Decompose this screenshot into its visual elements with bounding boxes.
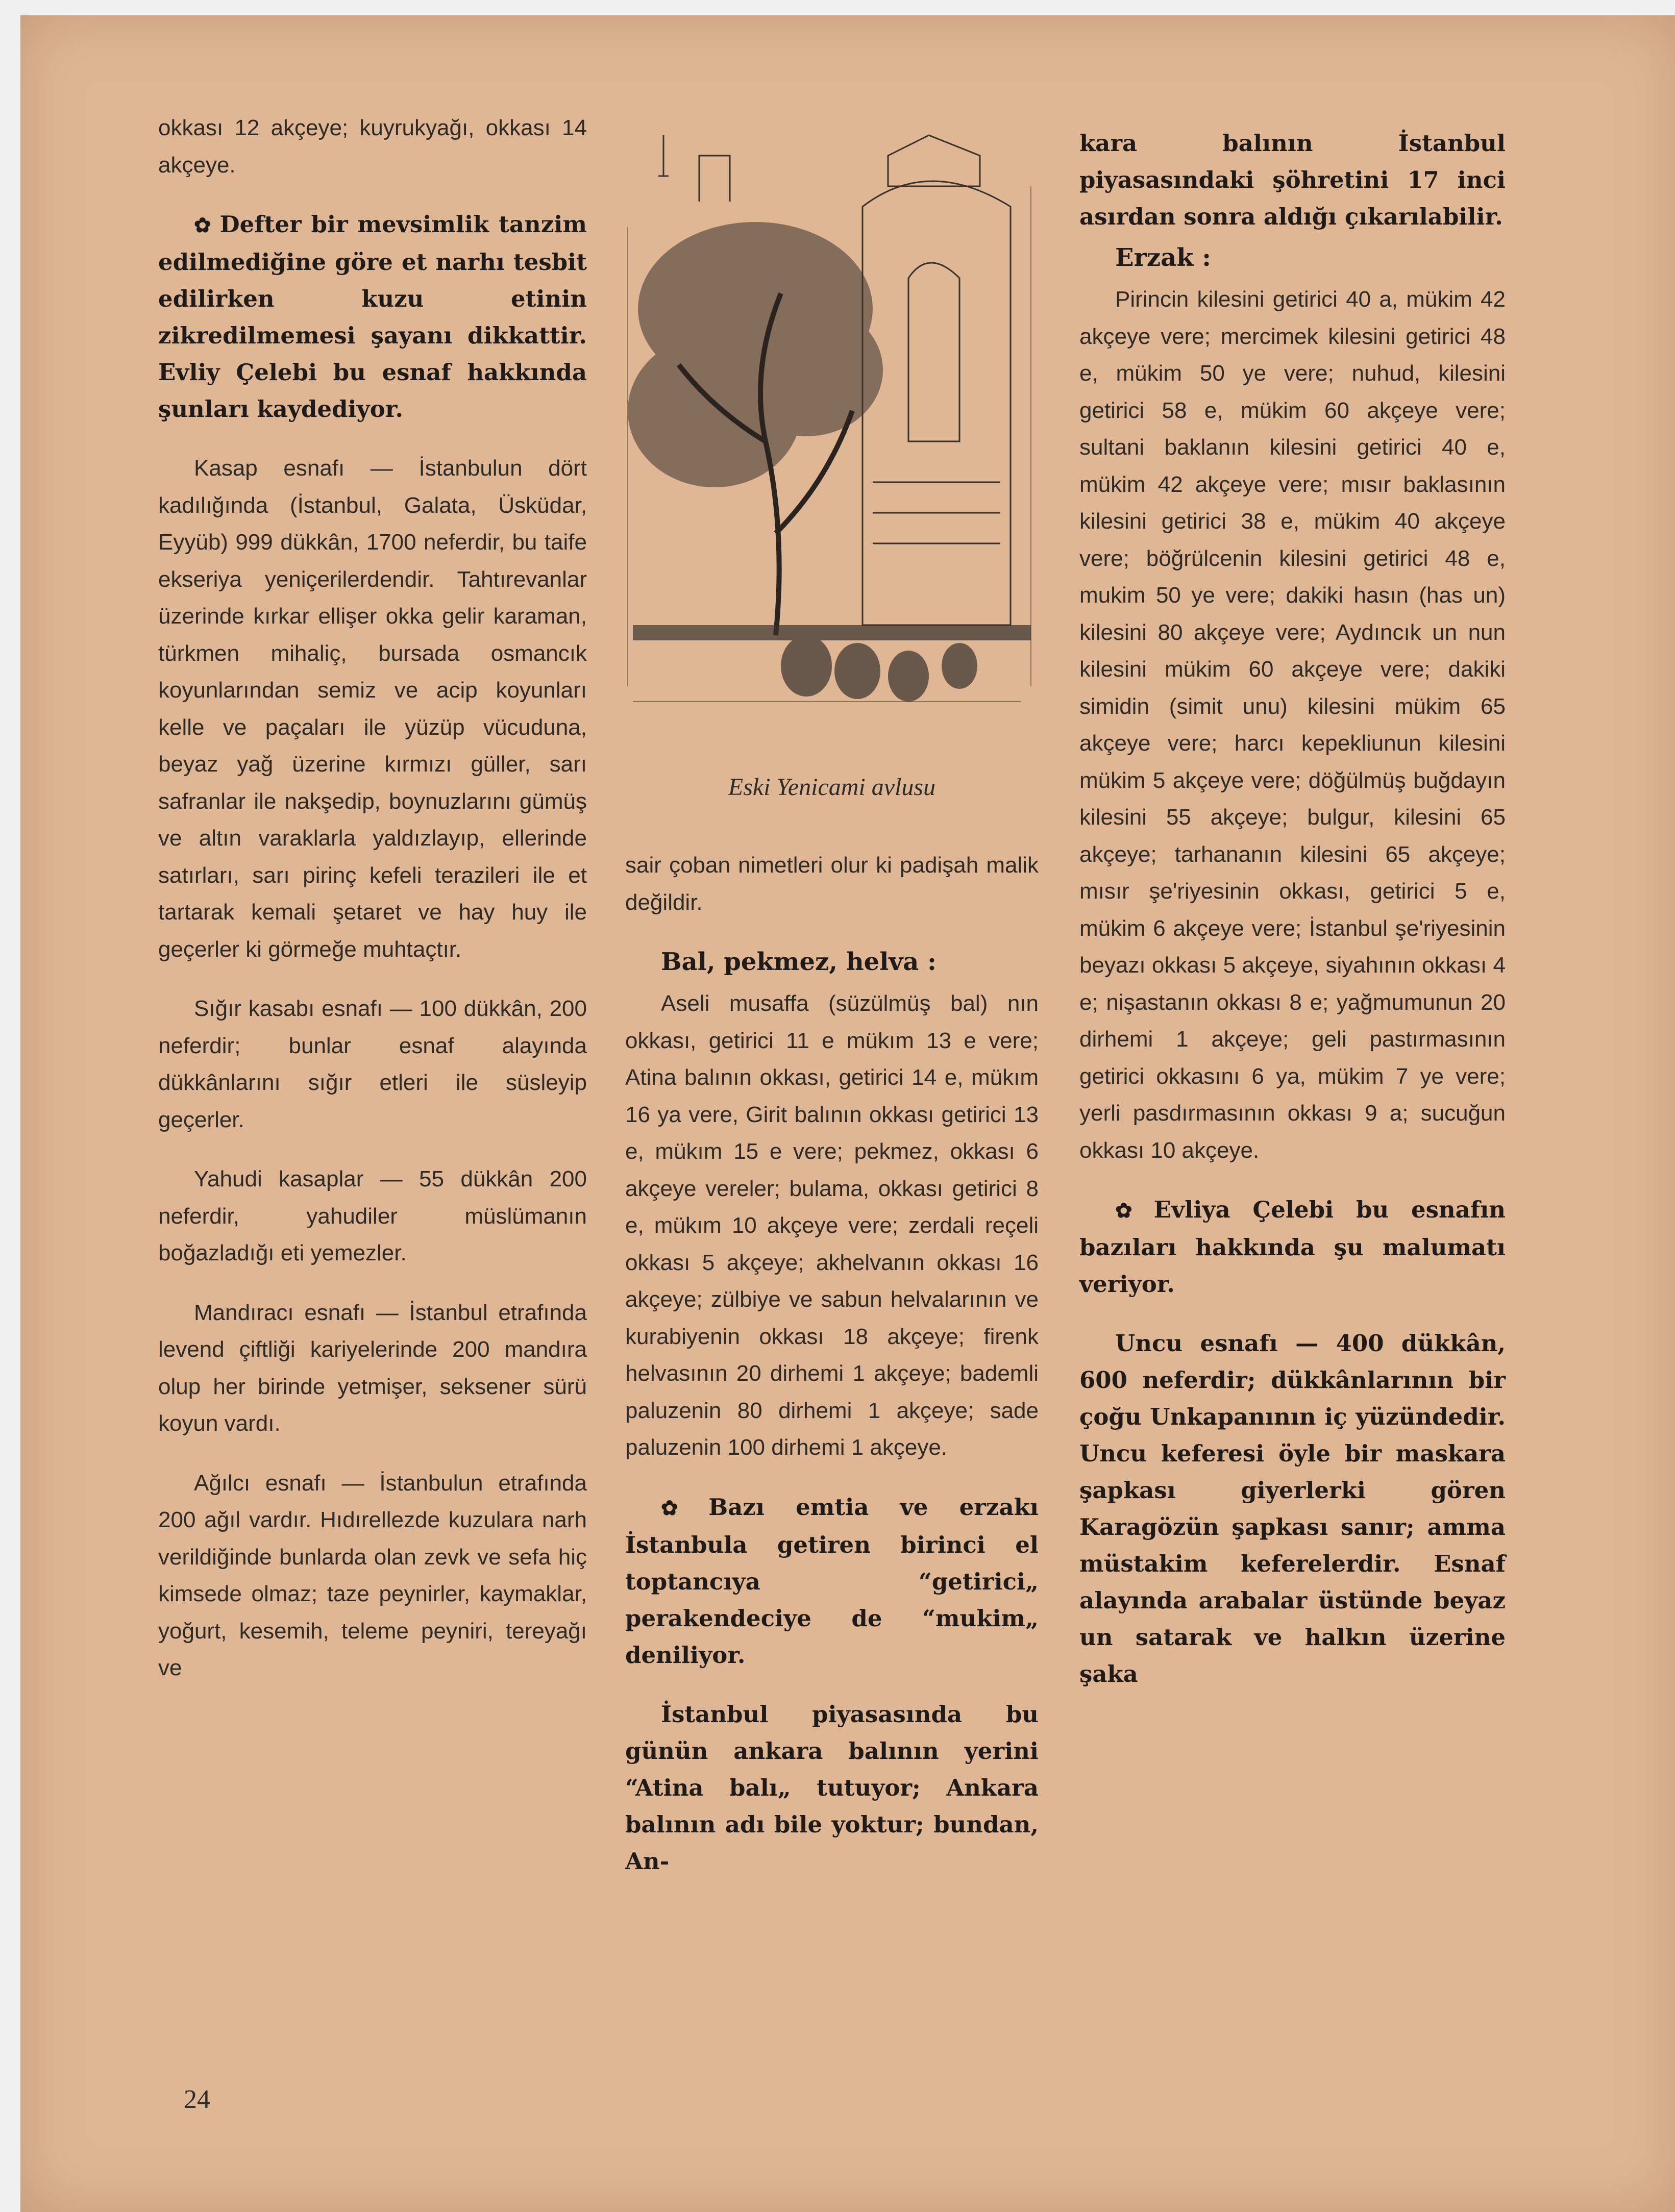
- column-right: [1079, 125, 1506, 1715]
- bold-note: [625, 1489, 1039, 1674]
- flower-bullet-icon: ✿: [661, 1496, 702, 1520]
- bold-note-text: Defter bir mevsimlik tanzim edilmediğine göre et narhı tesbit edilirken kuzu etinin zikredilmemesi şayanı dikkattir. Evliy Çelebi bu esnaf hakkında şunları kaydediyor.: [158, 211, 587, 422]
- courtyard-illustration: [623, 125, 1041, 760]
- bold-note-continued: kara balının İstanbul piyasasındaki şöhretini 17 inci asırdan sonra aldığı çıkarılabilir.: [1079, 130, 1506, 230]
- flower-bullet-icon: ✿: [1115, 1199, 1147, 1223]
- paragraph-yahudi: Yahudi kasaplar — 55 dükkân 200 neferdir, yahudiler müslümanın boğazladığı eti yemezler.: [158, 1166, 587, 1265]
- flower-bullet-icon: ✿: [194, 213, 213, 237]
- bold-note-istanbul: İstanbul piyasasında bu günün ankara balının yerini “Atina balı„ tutuyor; Ankara balının adı bile yoktur; bundan, An-: [625, 1700, 1039, 1875]
- page-number: 24: [184, 2085, 210, 2114]
- paragraph-mandiraci: Mandıracı esnafı — İstanbul etrafında levend çiftliği kariyelerinde 200 mandıra olup her birinde yetmişer, seksener sürü koyun vardı.: [158, 1300, 587, 1436]
- paragraph-kasap: Kasap esnafı — İstanbulun dört kadılığında (İstanbul, Galata, Üsküdar, Eyyüb) 999 dükkân, 1700 neferdir, bu taife ekseriya yeniçerilerdendir. Tahtırevanlar üzerinde kırkar ellişer okka gelir karaman, türkmen mihaliç, bursada osmancık koyunlarından semiz ve acip koyunları kelle ve paçaları ile yüzüp vücuduna, beyaz yağ üzerine kırmızı güller, sarı safranlar ile nakşedip, boynuzlarını gümüş ve altın varaklarla yaldızlayıp, ellerinde satırları, sarı pirinç kefeli terazileri ile et tartarak kemali şetaret ve hay huy ile geçerler ki görmeğe muhtaçtır.: [158, 456, 587, 962]
- paragraph-sigir: Sığır kasabı esnafı — 100 dükkân, 200 neferdir; bunlar esnaf alayında dükkânlarını sığır etleri ile süsleyip geçerler.: [158, 996, 587, 1132]
- bold-note: [158, 206, 587, 428]
- column-left: [158, 110, 587, 1709]
- bold-note-text: Evliya Çelebi bu esnafın bazıları hakkında şu malumatı veriyor.: [1079, 1196, 1506, 1298]
- bold-note-text: Bazı emtia ve erzakı İstanbula getiren birinci el toptancıya “getirici„ perakendeciye de “mukim„ deniliyor.: [625, 1493, 1039, 1669]
- paragraph-bal: Aseli musaffa (süzülmüş bal) nın okkası, getirici 11 e mükım 13 e vere; Atina balının okkası, getirici 14 e, mükım 16 ya vere, Girit balının okkası getirici 13 e, mükım 15 e vere; pekmez, okkası 6 akçeye vereler; bulama, okkası getirici 8 e, mükım 10 akçeye vere; zerdali reçeli okkası 5 akçeye; akhelvanın okkası 16 akçeye; zülbiye ve sabun helvalarının ve kurabiyenin okkası 18 akçeye; firenk helvasının 20 dirhemi 1 akçeye; bademli paluzenin 80 dirhemi 1 akçeye; sade paluzenin 100 dirhemi 1 akçeye.: [625, 991, 1039, 1460]
- bold-note: [1079, 1191, 1506, 1303]
- illustration-caption: Eski Yenicami avlusu: [728, 774, 936, 801]
- paragraph-erzak: Pirincin kilesini getirici 40 a, mükim 42 akçeye vere; mercimek kilesini getirici 48 e, mükim 50 ye vere; nuhud, kilesini getirici 58 e, mükim 60 akçeye vere; sultani baklanın kilesini getirici 40 e, mükim 42 akçeye vere; mısır baklasının kilesini getirici 38 e, mükim 40 akçeye vere; böğrülcenin kilesini getirici 48 e, mukim 50 ye vere; dakiki hasın (has un) kilesini 80 akçeye vere; Aydıncık un nun kilesini mükim 60 akçeye vere; dakiki simidin (simit unu) kilesini mükim 65 akçeye vere; harcı kepekliunun kilesini mükim 5 akçeye vere; döğülmüş buğdayın kilesini 55 akçeye; bulgur, kilesini 65 akçeye; tarhananın kilesini 65 akçeye; mısır şe'riyesinin okkası, getirici 5 e, mükim 6 akçeye vere; İstanbul şe'riyesinin beyazı okkası 5 akçeye, siyahının okkası 4 e; nişastanın okkası 8 e; yağmumunun 20 dirhemi 1 akçeye; geli pastırmasının getirici okkasını 6 ya, mükim 7 ye vere; yerli pasdırmasının okkası 9 a; sucuğun okkası 10 akçeye.: [1079, 287, 1506, 1163]
- paragraph: sair çoban nimetleri olur ki padişah malik değildir.: [625, 853, 1039, 915]
- bold-note-uncu: Uncu esnafı — 400 dükkân, 600 neferdir; dükkânlarının bir çoğu Unkapanının iç yüzündedir. Uncu keferesi öyle bir maskara şapkası giyerlerki gören Karagözün şapkası sanır; amma müstakim keferelerdir. Esnaf alayında arabalar üstünde beyaz un satarak ve halkın üzerine şaka: [1079, 1330, 1506, 1687]
- paragraph-agilci: Ağılcı esnafı — İstanbulun etrafında 200 ağıl vardır. Hıdırellezde kuzulara narh verildiğinde bunlarda olan zevk ve sefa hiç kimsede olmaz; taze peynirler, kaymaklar, yoğurt, kesemih, teleme peyniri, tereyağı ve: [158, 1470, 587, 1680]
- column-middle: [625, 847, 1039, 1902]
- section-heading-bal: Bal, pekmez, helva :: [661, 948, 937, 976]
- section-heading-erzak: Erzak :: [1115, 243, 1211, 272]
- magazine-page: [20, 15, 1675, 2212]
- paragraph: okkası 12 akçeye; kuyrukyağı, okkası 14 akçeye.: [158, 115, 587, 178]
